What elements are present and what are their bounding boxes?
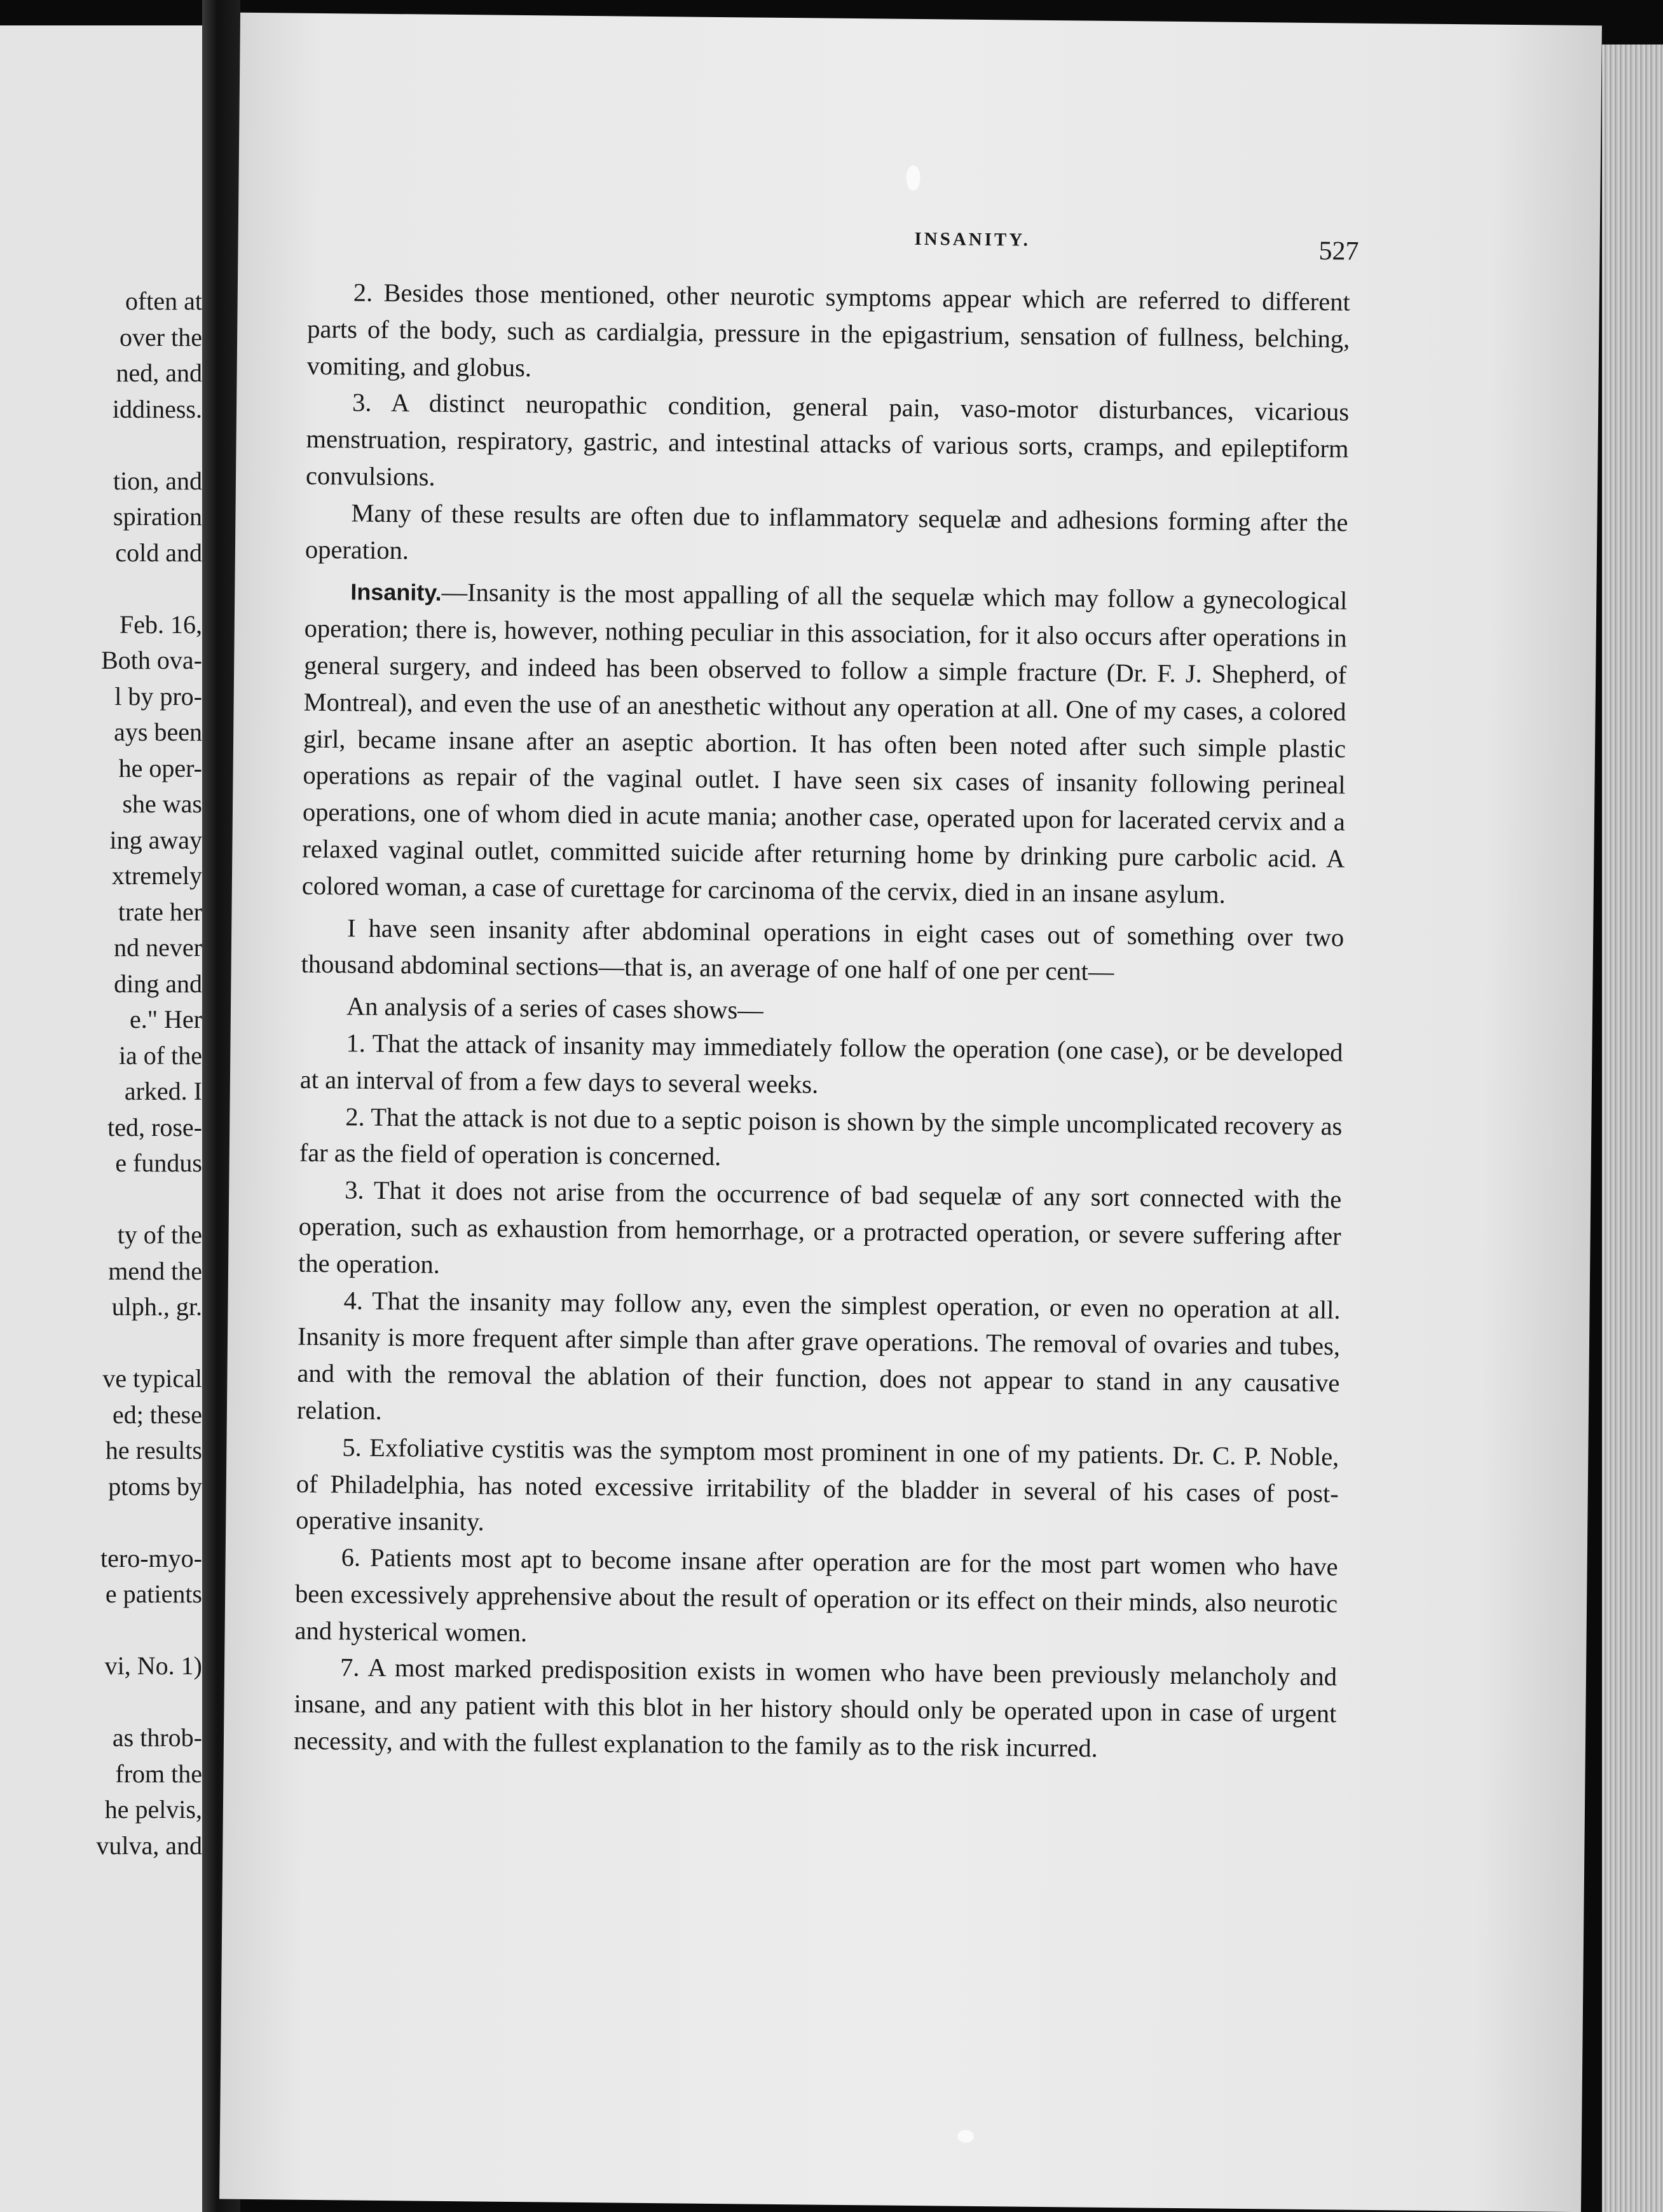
list-item-7: 7. A most marked predisposition exists in women who have been previously melancholy and insane, and any patient with this blot in her history should only be operated upon in case of urgent necessity, and with the fullest explanation to the family as to the risk incurred. bbox=[293, 1653, 1338, 1763]
left-page-line: ty of the bbox=[117, 1220, 202, 1249]
left-page-line: from the bbox=[115, 1759, 202, 1788]
left-page-line: ding and bbox=[114, 969, 202, 998]
running-head: INSANITY. bbox=[914, 228, 1031, 250]
page-block-edges bbox=[1602, 44, 1663, 2212]
left-page-line: ia of the bbox=[118, 1041, 202, 1070]
left-page-line: tion, and bbox=[113, 466, 202, 495]
section-heading-insanity: Insanity. bbox=[350, 578, 442, 606]
page-number: 527 bbox=[1318, 236, 1359, 266]
left-page-line: Both ova- bbox=[101, 646, 202, 674]
left-page-line: l by pro- bbox=[114, 681, 202, 711]
left-page-line: arked. I bbox=[124, 1077, 202, 1105]
left-page-line: e fundus bbox=[115, 1149, 202, 1177]
left-page-line: he pelvis, bbox=[104, 1795, 202, 1824]
left-page-line: ned, and bbox=[116, 358, 202, 387]
paragraph-abdominal-operations: I have seen insanity after abdominal operations in eight cases out of something over two thousand abdominal sections—that is, an average of one half of one per cent— bbox=[301, 913, 1345, 987]
paragraph-insanity-text: —Insanity is the most appalling of all the sequelæ which may follow a gynecological operation; there is, however, nothing peculiar in this association, for it also occurs after operations in general surgery, and indeed has been observed to follow a simple fracture (Dr. F. J. Shepherd, of Montreal), and even the use of an anesthetic without any operation at all. One of my cases, a colored girl, became insane after an aseptic abortion. It has often been noted after such simple plastic operations as repair of the vaginal outlet. I have seen six cases of insanity following perineal operations, one of whom died in acute mania; another case, operated upon for lacerated cervix and a relaxed vaginal outlet, committed suicide after returning home by drinking pure carbolic acid. A colored woman, a case of curettage for carcinoma of the cervix, died in an insane asylum. bbox=[301, 578, 1348, 909]
left-page-line: ed; these bbox=[112, 1400, 202, 1429]
left-page-line: nd never bbox=[114, 933, 202, 962]
paragraph-neuropathic-condition: 3. A distinct neuropathic condition, general pain, vaso-motor disturbances, vicarious menstruation, respiratory, gastric, and intestinal attacks of various sorts, cramps, and epileptiform convulsions. bbox=[305, 388, 1350, 491]
left-page-line: ing away bbox=[109, 825, 202, 854]
left-page-line: e patients bbox=[105, 1580, 202, 1608]
left-page-line: ted, rose- bbox=[107, 1112, 202, 1142]
paragraph-insanity bbox=[302, 573, 1348, 914]
dust-speck bbox=[906, 165, 920, 191]
left-page-line: vulva, and bbox=[96, 1831, 202, 1860]
list-item-1: 1. That the attack of insanity may immediately follow the operation (one case), or be developed at an interval of from a few days to several weeks. bbox=[299, 1028, 1343, 1099]
left-page-line: iddiness. bbox=[112, 394, 202, 423]
left-page-line: often at bbox=[125, 287, 202, 315]
main-page bbox=[219, 13, 1602, 2212]
paragraph-neurotic-symptoms: 2. Besides those mentioned, other neurotic symptoms appear which are referred to different parts of the body, such as cardialgia, pressure in the epigastrium, sensation of fullness, belching, vomiting, and globus. bbox=[306, 278, 1350, 382]
left-page-line: e." Her bbox=[129, 1005, 202, 1034]
list-item-6: 6. Patients most apt to become insane after operation are for the most part women who have been excessively apprehensive about the result of operation or its effect on their minds, also neurotic and hysterical women. bbox=[294, 1543, 1338, 1647]
left-page-line: ays been bbox=[114, 718, 202, 746]
left-page-line: ulph., gr. bbox=[111, 1292, 202, 1321]
left-page-line: tero-myo- bbox=[100, 1543, 202, 1573]
left-page-line: mend the bbox=[108, 1256, 202, 1285]
left-page-line: spiration bbox=[113, 502, 202, 531]
left-page-line: vi, No. 1) bbox=[104, 1651, 202, 1680]
dust-speck bbox=[957, 2130, 974, 2143]
left-page-line: he oper- bbox=[118, 753, 202, 782]
left-page-line: as throb- bbox=[112, 1723, 202, 1752]
left-page-line: he results bbox=[105, 1436, 202, 1464]
page-body bbox=[294, 274, 1350, 1770]
list-item-4: 4. That the insanity may follow any, even the simplest operation, or even no operation at all. Insanity is more frequent after simple than after grave operations. The removal of ovaries and tubes, and with the removal the ablation of their function, does not appear to stand in any causative relation. bbox=[296, 1285, 1341, 1425]
left-page-line: xtremely bbox=[111, 861, 202, 890]
list-item-5: 5. Exfoliative cystitis was the symptom most prominent in one of my patients. Dr. C. P. Noble, of Philadelphia, has noted excessive irritability of the bladder in several of his cases of post-operative insanity. bbox=[296, 1433, 1339, 1536]
list-item-3: 3. That it does not arise from the occurrence of bad sequelæ of any sort connected with the operation, such as exhaustion from hemorrhage, or a protracted operation, or severe suffering after the operation. bbox=[298, 1175, 1342, 1279]
left-page-line: cold and bbox=[115, 538, 202, 567]
left-facing-page bbox=[0, 25, 202, 2212]
paragraph-analysis-intro: An analysis of a series of cases shows— bbox=[346, 992, 763, 1025]
left-page-text-column bbox=[0, 25, 202, 2212]
list-item-2: 2. That the attack is not due to a septic poison is shown by the simple uncomplicated recovery as far as the field of operation is concerned. bbox=[299, 1102, 1343, 1171]
left-page-line: ve typical bbox=[102, 1364, 202, 1393]
left-page-line: trate her bbox=[118, 897, 202, 926]
left-page-line: ptoms by bbox=[108, 1471, 202, 1501]
paragraph-inflammatory-sequelae: Many of these results are often due to inflammatory sequelæ and adhesions forming after the operation. bbox=[305, 498, 1348, 564]
left-page-line: Feb. 16, bbox=[120, 610, 202, 639]
left-page-line: over the bbox=[120, 322, 202, 352]
left-page-line: she was bbox=[122, 789, 202, 818]
